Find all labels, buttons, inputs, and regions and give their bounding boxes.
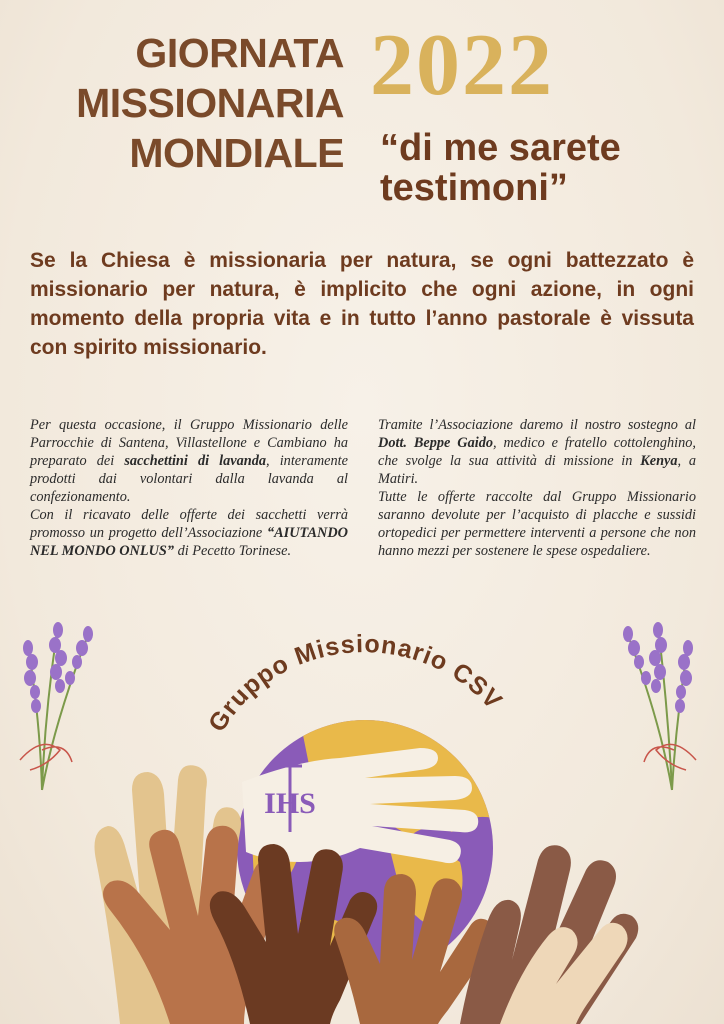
lavender-right-icon xyxy=(623,622,696,790)
logo-artwork xyxy=(0,600,724,1024)
lavender-left-icon xyxy=(20,622,93,790)
text-span: , interamente prodotti dai volontari dalla lavanda al confezionamento. xyxy=(30,453,348,505)
logo-arc-text: Gruppo Missionario CSV xyxy=(203,629,508,737)
motto-line-1: “di me sarete xyxy=(380,127,621,169)
title-year: 2022 xyxy=(370,17,554,114)
title-line-1: GIORNATA xyxy=(135,30,344,76)
left-column xyxy=(30,416,348,560)
text-span: Per questa occasione, il Gruppo Missionario delle Parrocchie di Santena, Villastellone e Cambiano ha preparato dei xyxy=(30,417,348,469)
text-span: Tramite l’Associazione daremo il nostro sostegno al xyxy=(378,417,696,433)
text-span: , medico e fratello cottolenghino, che svolge la sua attività di missione in xyxy=(378,435,696,469)
motto xyxy=(380,128,700,208)
emphasis-kenya: Kenya xyxy=(640,453,678,469)
emphasis-doctor: Dott. Beppe Gaido xyxy=(378,435,494,451)
right-paragraph-2: Tutte le offerte raccolte dal Gruppo Missionario saranno devolute per l’acquisto di placche e sussidi ortopedici per permettere interventi a persone che non hanno mezzi per sostenere le spese ospedaliere. xyxy=(378,489,696,559)
emphasis-lavanda: sacchettini di lavanda xyxy=(124,453,267,469)
right-column xyxy=(378,416,696,560)
poster-title xyxy=(20,28,344,178)
text-span: Con il ricavato delle offerte dei sacchetti verrà promosso un progetto dell’Associazione xyxy=(30,507,348,541)
ihs-monogram-text: IHS xyxy=(264,787,316,820)
text-span: di Pecetto Torinese. xyxy=(174,543,292,559)
emphasis-association: “AIUTANDO NEL MONDO ONLUS” xyxy=(30,525,348,559)
title-line-3: MONDIALE xyxy=(129,130,344,176)
left-paragraph-2 xyxy=(30,506,348,560)
right-paragraph-1 xyxy=(378,416,696,488)
motto-line-2: testimoni” xyxy=(380,167,568,209)
left-paragraph-1 xyxy=(30,416,348,506)
intro-paragraph: Se la Chiesa è missionaria per natura, se ogni battezzato è missionario per natura, è implicito che ogni azione, in ogni momento della propria vita e in tutto l’anno pastorale è vissuta con spirito missionario. xyxy=(30,249,694,359)
text-span: , a Matiri. xyxy=(378,453,696,487)
title-line-2: MISSIONARIA xyxy=(76,80,344,126)
